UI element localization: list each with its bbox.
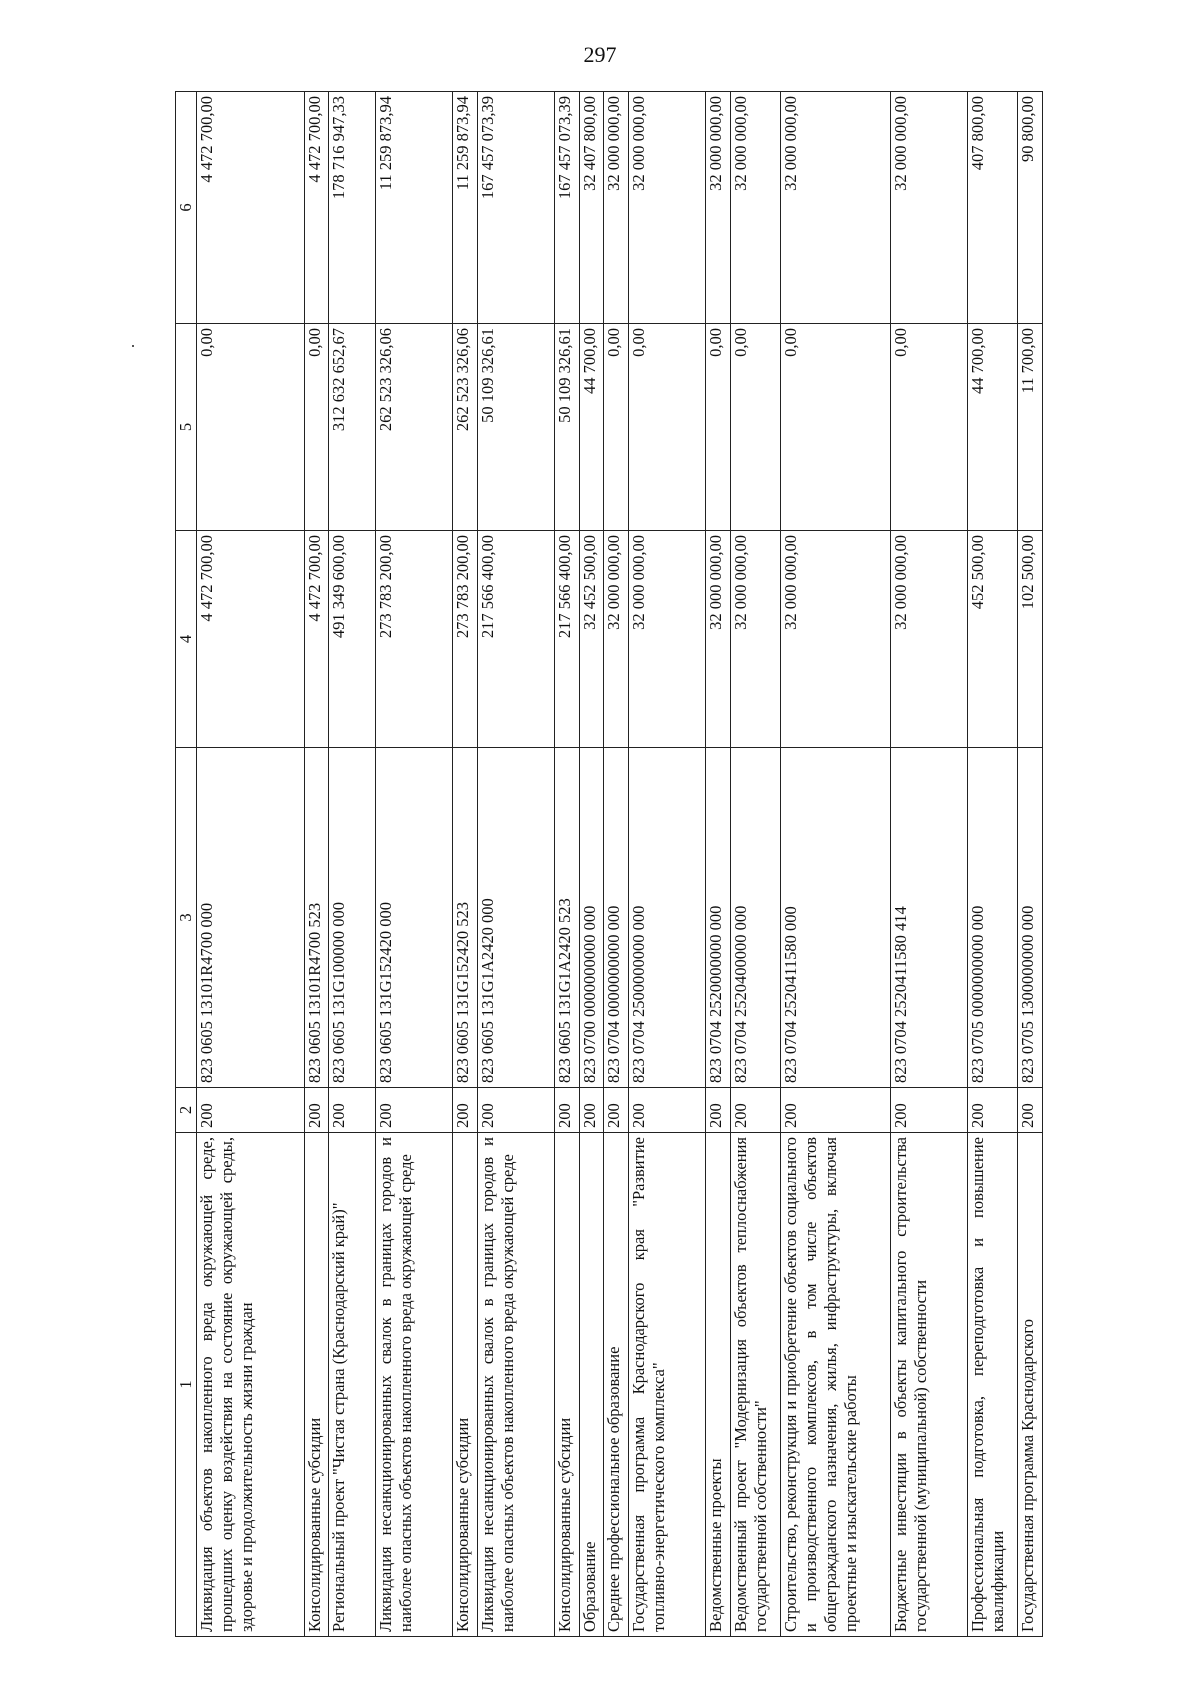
row-value4-cell: 217 566 400,00 (555, 531, 580, 748)
row-value6-cell: 407 800,00 (967, 92, 1017, 324)
row-column2-cell: 200 (453, 1088, 478, 1133)
table-row (781, 92, 891, 1637)
row-value6-cell: 32 000 000,00 (890, 92, 967, 324)
row-column2-cell: 200 (304, 1088, 329, 1133)
row-code-cell: 823 0704 2520411580 414 (890, 748, 967, 1088)
table-body (197, 92, 1043, 1637)
row-value5-cell: 262 523 326,06 (453, 324, 478, 531)
table-row (1018, 92, 1043, 1637)
table-row (555, 92, 580, 1637)
row-column2-cell: 200 (628, 1088, 705, 1133)
row-value6-cell: 11 259 873,94 (453, 92, 478, 324)
row-value6-cell: 178 716 947,33 (329, 92, 376, 324)
row-code-cell: 823 0605 131G152420 000 (376, 748, 453, 1088)
row-code-cell: 823 0605 131G1A2420 000 (477, 748, 554, 1088)
row-value4-cell: 102 500,00 (1018, 531, 1043, 748)
row-value4-cell: 217 566 400,00 (477, 531, 554, 748)
row-value5-cell: 0,00 (628, 324, 705, 531)
table-row (967, 92, 1017, 1637)
page-number: 297 (583, 42, 617, 67)
row-value5-cell: 50 109 326,61 (477, 324, 554, 531)
row-value4-cell: 32 000 000,00 (628, 531, 705, 748)
header-col-5: 5 (176, 324, 197, 531)
header-col-3: 3 (176, 748, 197, 1088)
table-row (628, 92, 705, 1637)
table-row (477, 92, 554, 1637)
row-name-cell: Ликвидация объектов накопленного вреда окружающей среде, прошедших оценку воздействия на состояние окружающей среды, здоровье и продолжительность жизни граждан (197, 1133, 304, 1637)
row-column2-cell: 200 (329, 1088, 376, 1133)
row-value6-cell: 32 000 000,00 (706, 92, 731, 324)
row-value6-cell: 32 000 000,00 (604, 92, 629, 324)
row-value6-cell: 32 000 000,00 (781, 92, 891, 324)
row-name-cell: Ведомственный проект "Модернизация объектов теплоснабжения государственной собственности" (730, 1133, 780, 1637)
row-column2-cell: 200 (555, 1088, 580, 1133)
row-name-cell: Консолидированные субсидии (304, 1133, 329, 1637)
row-name-cell: Консолидированные субсидии (555, 1133, 580, 1637)
row-code-cell: 823 0700 0000000000 000 (579, 748, 604, 1088)
row-code-cell: 823 0704 2520400000 000 (730, 748, 780, 1088)
row-value4-cell: 32 000 000,00 (604, 531, 629, 748)
row-name-cell: Образование (579, 1133, 604, 1637)
row-column2-cell: 200 (706, 1088, 731, 1133)
row-value6-cell: 4 472 700,00 (304, 92, 329, 324)
table-row (453, 92, 478, 1637)
header-col-1: 1 (176, 1133, 197, 1637)
row-code-cell: 823 0705 0000000000 000 (967, 748, 1017, 1088)
row-value6-cell: 90 800,00 (1018, 92, 1043, 324)
row-code-cell: 823 0705 1300000000 000 (1018, 748, 1043, 1088)
row-value4-cell: 273 783 200,00 (376, 531, 453, 748)
row-value5-cell: 44 700,00 (967, 324, 1017, 531)
row-code-cell: 823 0704 2520411580 000 (781, 748, 891, 1088)
row-value6-cell: 4 472 700,00 (197, 92, 304, 324)
table-row (890, 92, 967, 1637)
row-value6-cell: 32 407 800,00 (579, 92, 604, 324)
row-code-cell: 823 0704 2520000000 000 (706, 748, 731, 1088)
row-name-cell: Строительство, реконструкция и приобретение объектов социального и производственного комплексов, в том числе объектов общегражданского назначения, жилья, инфраструктуры, включая проектные и изыскательские работы (781, 1133, 891, 1637)
row-name-cell: Бюджетные инвестиции в объекты капитального строительства государственной (муниципальной) собственности (890, 1133, 967, 1637)
row-name-cell: Ведомственные проекты (706, 1133, 731, 1637)
row-value4-cell: 4 472 700,00 (197, 531, 304, 748)
row-value4-cell: 32 000 000,00 (890, 531, 967, 748)
row-column2-cell: 200 (890, 1088, 967, 1133)
row-code-cell: 823 0605 13101R4700 523 (304, 748, 329, 1088)
row-code-cell: 823 0605 131G1A2420 523 (555, 748, 580, 1088)
row-value4-cell: 32 000 000,00 (781, 531, 891, 748)
row-column2-cell: 200 (781, 1088, 891, 1133)
row-column2-cell: 200 (1018, 1088, 1043, 1133)
row-value4-cell: 4 472 700,00 (304, 531, 329, 748)
table-row (579, 92, 604, 1637)
header-col-2: 2 (176, 1088, 197, 1133)
row-value4-cell: 452 500,00 (967, 531, 1017, 748)
row-value5-cell: 11 700,00 (1018, 324, 1043, 531)
table-row (304, 92, 329, 1637)
row-value5-cell: 312 632 652,67 (329, 324, 376, 531)
row-value6-cell: 167 457 073,39 (477, 92, 554, 324)
row-value6-cell: 32 000 000,00 (628, 92, 705, 324)
row-value5-cell: 0,00 (197, 324, 304, 531)
row-column2-cell: 200 (604, 1088, 629, 1133)
row-value5-cell: 262 523 326,06 (376, 324, 453, 531)
budget-table (175, 91, 1043, 1637)
row-name-cell: Государственная программа Краснодарского края "Развитие топливно-энергетического комплекса" (628, 1133, 705, 1637)
row-value5-cell: 0,00 (730, 324, 780, 531)
row-value6-cell: 32 000 000,00 (730, 92, 780, 324)
rotated-table-container (175, 92, 1043, 1637)
row-column2-cell: 200 (730, 1088, 780, 1133)
row-name-cell: Ликвидация несанкционированных свалок в границах городов и наиболее опасных объектов накопленного вреда окружающей среде (477, 1133, 554, 1637)
row-column2-cell: 200 (579, 1088, 604, 1133)
header-row (176, 92, 197, 1637)
table-row (706, 92, 731, 1637)
row-code-cell: 823 0704 0000000000 000 (604, 748, 629, 1088)
row-column2-cell: 200 (967, 1088, 1017, 1133)
row-value5-cell: 0,00 (890, 324, 967, 531)
row-name-cell: Государственная программа Краснодарского (1018, 1133, 1043, 1637)
row-name-cell: Среднее профессиональное образование (604, 1133, 629, 1637)
table-row (197, 92, 304, 1637)
row-name-cell: Региональный проект "Чистая страна (Краснодарский край)" (329, 1133, 376, 1637)
row-value4-cell: 32 000 000,00 (706, 531, 731, 748)
table-row (604, 92, 629, 1637)
row-code-cell: 823 0605 13101R4700 000 (197, 748, 304, 1088)
row-column2-cell: 200 (376, 1088, 453, 1133)
row-value4-cell: 32 452 500,00 (579, 531, 604, 748)
table-row (329, 92, 376, 1637)
row-code-cell: 823 0704 2500000000 000 (628, 748, 705, 1088)
row-value6-cell: 11 259 873,94 (376, 92, 453, 324)
row-value5-cell: 0,00 (781, 324, 891, 531)
row-value5-cell: 50 109 326,61 (555, 324, 580, 531)
row-name-cell: Консолидированные субсидии (453, 1133, 478, 1637)
row-column2-cell: 200 (477, 1088, 554, 1133)
table-row (376, 92, 453, 1637)
row-code-cell: 823 0605 131G152420 523 (453, 748, 478, 1088)
row-value6-cell: 167 457 073,39 (555, 92, 580, 324)
row-value4-cell: 491 349 600,00 (329, 531, 376, 748)
row-column2-cell: 200 (197, 1088, 304, 1133)
row-value5-cell: 0,00 (604, 324, 629, 531)
row-value4-cell: 32 000 000,00 (730, 531, 780, 748)
table-row (730, 92, 780, 1637)
row-name-cell: Ликвидация несанкционированных свалок в границах городов и наиболее опасных объектов накопленного вреда окружающей среде (376, 1133, 453, 1637)
row-value5-cell: 44 700,00 (579, 324, 604, 531)
scan-speck (132, 345, 134, 347)
row-code-cell: 823 0605 131G100000 000 (329, 748, 376, 1088)
row-value5-cell: 0,00 (304, 324, 329, 531)
row-name-cell: Профессиональная подготовка, переподготовка и повышение квалификации (967, 1133, 1017, 1637)
header-col-6: 6 (176, 92, 197, 324)
row-value4-cell: 273 783 200,00 (453, 531, 478, 748)
header-col-4: 4 (176, 531, 197, 748)
row-value5-cell: 0,00 (706, 324, 731, 531)
